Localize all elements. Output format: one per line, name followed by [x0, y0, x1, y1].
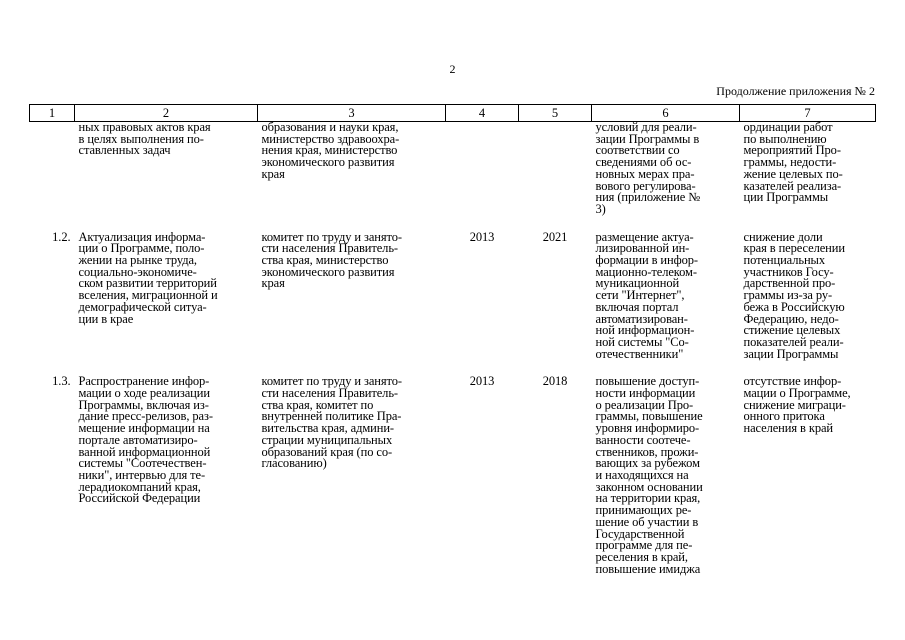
column-header: 7	[740, 105, 876, 122]
consequence-cell: отсутствие инфор- мации о Программе, снижение миграци- онного притока населения в край	[743, 374, 851, 436]
expected-result-cell: повышение доступ- ности информации о реализации Про- граммы, повышение уровня информиро- ванности соотече- ственников, прожи- вающих за рубежом и находящихся на законном основании на территории края, принимающих ре- шение об участии в Государственной программе для пе- реселения в край, повышение имиджа	[595, 374, 703, 576]
executor-cell: комитет по труду и занято- сти населения Правитель- ства края, министерство экономического развития края	[261, 229, 402, 291]
start-year-cell: 2013	[469, 374, 495, 389]
table-row	[30, 232, 876, 377]
column-header: 5	[519, 105, 592, 122]
measure-name-cell: Актуализация информа- ции о Программе, поло- жении на рынке труда, социально-экономиче- ском развитии территорий вселения, миграционной и демографической ситуа- ции в крае	[78, 229, 218, 326]
column-number-row	[30, 105, 876, 122]
start-year-cell: 2013	[469, 229, 495, 244]
end-year-cell	[519, 122, 592, 232]
column-header: 2	[75, 105, 258, 122]
program-measures-table	[29, 104, 876, 591]
consequence-cell: снижение доли края в переселении потенциальных участников Госу- дарственной про- граммы из-за ру- бежа в Российскую Федерацию, недо- стижение целевых показателей реали- зации Программы	[743, 229, 845, 361]
column-header: 3	[258, 105, 446, 122]
row-number-cell: 1.3.	[52, 374, 71, 389]
consequence-cell: ординации работ по выполнению мероприятий Про- граммы, недости- жение целевых по- казателей реализа- ции Программы	[743, 120, 843, 205]
executor-cell: комитет по труду и занято- сти населения Правитель- ства края, комитет по внутренней политике Пра- вительства края, админи- страции муниципальных образований края (по со- гласованию)	[261, 374, 402, 471]
column-header: 4	[446, 105, 519, 122]
row-number-cell	[30, 122, 75, 232]
measure-name-cell: Распространение инфор- мации о ходе реализации Программы, включая из- дание пресс-релизов, раз- мещение информации на портале автоматизиро- ванной информационной системы "Соотечествен- ники", интервью для те- лерадиокомпаний края, Российской Федерации	[78, 374, 213, 506]
page-number: 2	[449, 62, 456, 76]
executor-cell: образования и науки края, министерство здравоохра- нения края, министерство экономического развития края	[261, 120, 400, 181]
column-header: 6	[592, 105, 740, 122]
column-header: 1	[30, 105, 75, 122]
expected-result-cell: размещение актуа- лизированной ин- формации в инфор- мационно-телеком- муникационной сети "Интернет", включая портал автоматизирован- ной информацион- ной системы "Со- отечественники"	[595, 229, 698, 361]
table-row	[30, 376, 876, 591]
table-row	[30, 122, 876, 232]
start-year-cell	[446, 122, 519, 232]
end-year-cell: 2021	[542, 229, 568, 244]
row-number-cell: 1.2.	[52, 229, 71, 244]
end-year-cell: 2018	[542, 374, 568, 389]
appendix-continuation-note: Продолжение приложения № 2	[716, 84, 875, 98]
measure-name-cell: ных правовых актов края в целях выполнения по- ставленных задач	[78, 120, 211, 158]
expected-result-cell: условий для реали- зации Программы в соответствии со сведениями об ос- новных мерах пра- вового регулирова- ния (приложение № 3)	[595, 120, 701, 216]
